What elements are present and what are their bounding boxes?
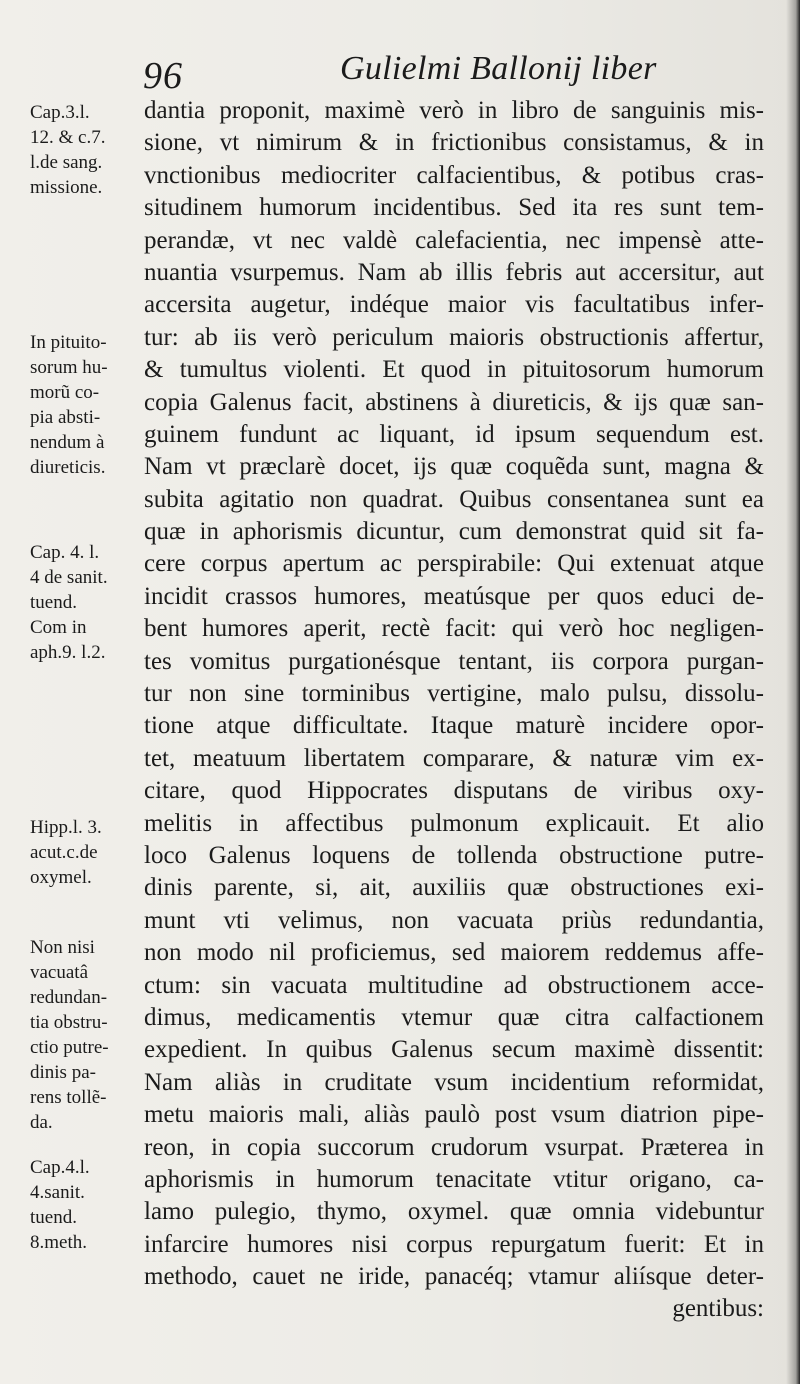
text-line: tes vomitus purgationésque tentant, iis corpora purgan- <box>144 647 764 675</box>
margin-note-line: vacuatâ <box>30 962 89 983</box>
text-line: gentibus: <box>672 1295 764 1323</box>
page-number: 96 <box>143 55 183 97</box>
text-line: perandæ, vt nec valdè calefacientia, nec impensè atte- <box>144 226 764 254</box>
text-line: citare, quod Hippocrates disputans de viribus oxy- <box>144 777 764 805</box>
text-line: ctum: sin vacuata multitudine ad obstructionem acce- <box>144 971 764 999</box>
margin-note-line: Cap.3.l. <box>30 102 90 123</box>
text-line: Nam aliàs in cruditate vsum incidentium reformidat, <box>144 1068 764 1096</box>
margin-note <box>30 330 142 480</box>
body-text <box>144 95 764 1326</box>
margin-note <box>30 935 142 1135</box>
text-line: dimus, medicamentis vtemur quæ citra calfactionem <box>144 1003 764 1031</box>
margin-note <box>30 1155 142 1255</box>
margin-note-line: redundan- <box>30 987 108 1008</box>
text-line: incidit crassos humores, meatúsque per quos educi de- <box>144 582 764 610</box>
text-line: reon, in copia succorum crudorum vsurpat. Præterea in <box>144 1133 764 1161</box>
margin-note-line: tia obstru- <box>30 1012 108 1033</box>
text-line: aphorismis in humorum tenacitate vtitur origano, ca- <box>144 1165 764 1193</box>
margin-note-line: nendum à <box>30 432 105 453</box>
text-line: sione, vt nimirum & in frictionibus consistamus, & in <box>144 129 764 157</box>
text-line: metu maioris mali, aliàs paulò post vsum diatrion pipe- <box>144 1101 764 1129</box>
text-line: dinis parente, si, ait, auxiliis quæ obstructiones exi- <box>144 874 764 902</box>
page-header <box>0 44 800 97</box>
margin-note-line: 12. & c.7. <box>30 127 106 148</box>
text-line: Nam vt præclarè docet, ijs quæ coquẽda sunt, magna & <box>144 453 764 481</box>
margin-note-line: morũ co- <box>30 382 100 403</box>
text-line: guinem fundunt ac liquant, id ipsum sequendum est. <box>144 420 764 448</box>
margin-note <box>30 100 142 200</box>
margin-note-line: pia absti- <box>30 407 101 428</box>
margin-note-line: Cap. 4. l. <box>30 542 100 563</box>
margin-note-line: Non nisi <box>30 937 95 958</box>
margin-note-line: sorum hu- <box>30 357 108 378</box>
margin-note-line: ctio putre- <box>30 1037 109 1058</box>
margin-note-line: dinis pa- <box>30 1062 96 1083</box>
margin-note-line: 8.meth. <box>30 1232 87 1253</box>
running-title: Gulielmi Ballonij liber <box>340 50 657 87</box>
margin-note-line: diureticis. <box>30 457 106 478</box>
margin-note <box>30 540 142 665</box>
margin-note-line: Com in <box>30 617 87 638</box>
text-line: nuantia vsurpemus. Nam ab illis febris aut accersitur, aut <box>144 258 764 286</box>
text-line: subita agitatio non quadrat. Quibus consentanea sunt ea <box>144 485 764 513</box>
text-line: tur non sine torminibus vertigine, malo pulsu, dissolu- <box>144 680 764 708</box>
text-line: loco Galenus loquens de tollenda obstructione putre- <box>144 841 764 869</box>
margin-note-line: da. <box>30 1112 53 1133</box>
margin-note-line: rens tollẽ- <box>30 1087 107 1108</box>
margin-note-line: l.de sang. <box>30 152 103 173</box>
text-line: expedient. In quibus Galenus secum maximè dissentit: <box>144 1036 764 1064</box>
text-line: situdinem humorum incidentibus. Sed ita res sunt tem- <box>144 194 764 222</box>
margin-note-line: 4.sanit. <box>30 1182 85 1203</box>
text-line: cere corpus apertum ac perspirabile: Qui extenuat atque <box>144 550 764 578</box>
text-line: vnctionibus mediocriter calfacientibus, & potibus cras- <box>144 161 764 189</box>
text-line: tur: ab iis verò periculum maioris obstructionis affertur, <box>144 323 764 351</box>
margin-note-line: Hipp.l. 3. <box>30 817 102 838</box>
text-line: infarcire humores nisi corpus repurgatum fuerit: Et in <box>144 1230 764 1258</box>
margin-note-line: acut.c.de <box>30 842 98 863</box>
text-line: lamo pulegio, thymo, oxymel. quæ omnia videbuntur <box>144 1198 764 1226</box>
text-line: dantia proponit, maximè verò in libro de sanguinis mis- <box>144 97 764 124</box>
text-line: bent humores aperit, rectè facit: qui verò hoc negligen- <box>144 615 764 643</box>
page-edge-shadow <box>786 0 800 1384</box>
text-line: tet, meatuum libertatem comparare, & naturæ vim ex- <box>144 744 764 772</box>
text-line: copia Galenus facit, abstinens à diureticis, & ijs quæ san- <box>144 388 764 416</box>
margin-note-line: 4 de sanit. <box>30 567 108 588</box>
text-line: quæ in aphorismis dicuntur, cum demonstrat quid sit fa- <box>144 518 764 546</box>
text-line: tione atque difficultate. Itaque maturè incidere opor- <box>144 712 764 740</box>
margin-note-line: tuend. <box>30 592 77 613</box>
margin-note <box>30 815 142 890</box>
text-line: melitis in affectibus pulmonum explicauit. Et alio <box>144 809 764 837</box>
margin-note-line: aph.9. l.2. <box>30 642 106 663</box>
margin-note-line: oxymel. <box>30 867 92 888</box>
margin-note-line: missione. <box>30 177 103 198</box>
text-line: methodo, cauet ne iride, panacéq; vtamur aliísque deter- <box>144 1263 764 1291</box>
text-line: accersita augetur, indéque maior vis facultatibus infer- <box>144 291 764 319</box>
text-line: non modo nil proficiemus, sed maiorem reddemus affe- <box>144 939 764 967</box>
text-line: munt vti velimus, non vacuata priùs redundantia, <box>144 906 764 934</box>
text-line: & tumultus violenti. Et quod in pituitosorum humorum <box>144 356 764 384</box>
margin-note-line: In pituito- <box>30 332 107 353</box>
margin-note-line: tuend. <box>30 1207 77 1228</box>
margin-note-line: Cap.4.l. <box>30 1157 90 1178</box>
